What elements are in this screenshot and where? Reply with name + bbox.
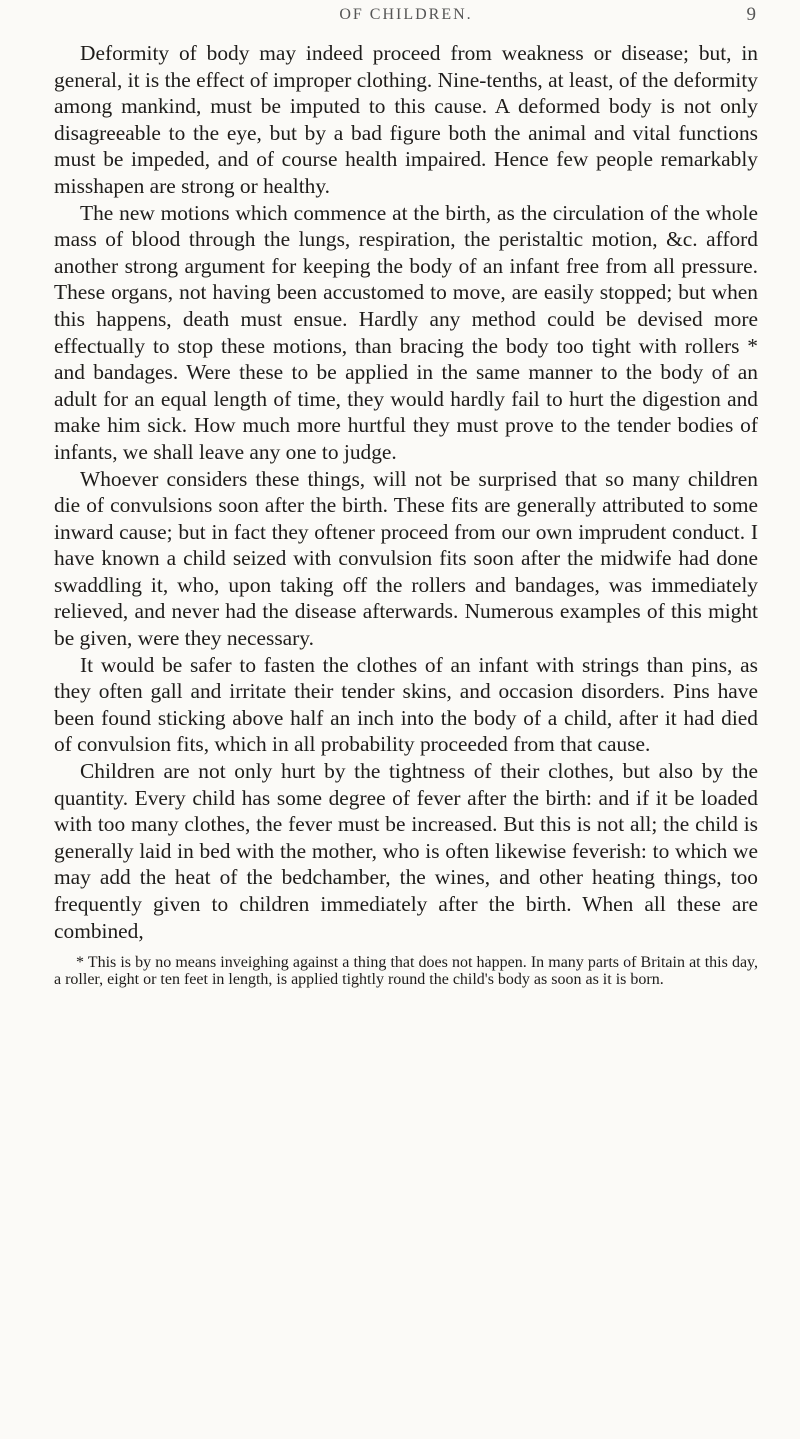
paragraph-new-motions: The new motions which commence at the birth, as the circulation of the whole mass of blood through the lungs, respiration, the peristaltic motion, &c. afford another strong argument for keeping the body of an infant free from all pressure. These organs, not having been accustomed to move, are easily stopped; but when this happens, death must ensue. Hardly any method could be devised more effectually to stop these motions, than bracing the body too tight with rollers * and bandages. Were these to be applied in the same manner to the body of an adult for an equal length of time, they would hardly fail to hurt the digestion and make him sick. How much more hurtful they must prove to the tender bodies of infants, we shall leave any one to judge.	[54, 200, 758, 464]
running-head	[54, 0, 758, 40]
footnote: * This is by no means inveighing against a thing that does not happen. In many parts of Britain at this day, a roller, eight or ten feet in length, is applied tightly round the child's body as soon as it is born.	[54, 954, 758, 989]
page-number: 9	[746, 4, 756, 25]
paragraph-deformity: Deformity of body may indeed proceed from weakness or disease; but, in general, it is the effect of improper clothing. Nine-tenths, at least, of the deformity among mankind, must be imputed to this cause. A deformed body is not only disagreeable to the eye, but by a bad figure both the animal and vital functions must be impeded, and of course health impaired. Hence few people remarkably misshapen are strong or healthy.	[54, 41, 758, 198]
paragraph-convulsions: Whoever considers these things, will not be surprised that so many children die of convulsions soon after the birth. These fits are generally attributed to some inward cause; but in fact they oftener proceed from our own imprudent conduct. I have known a child seized with convulsion fits soon after the midwife had done swaddling it, who, upon taking off the rollers and bandages, was immediately relieved, and never had the disease afterwards. Numerous examples of this might be given, were they necessary.	[54, 466, 758, 651]
paragraph-strings-pins: It would be safer to fasten the clothes of an infant with strings than pins, as they often gall and irritate their tender skins, and occasion disorders. Pins have been found sticking above half an inch into the body of a child, after it had died of convulsion fits, which in all probability proceeded from that cause.	[54, 652, 758, 757]
running-title: OF CHILDREN.	[339, 6, 473, 23]
body-text	[54, 40, 758, 944]
paragraph-quantity-clothes: Children are not only hurt by the tightness of their clothes, but also by the quantity. Every child has some degree of fever after the birth: and if it be loaded with too many clothes, the fever must be increased. But this is not all; the child is generally laid in bed with the mother, who is often likewise feverish: to which we may add the heat of the bedchamber, the wines, and other heating things, too frequently given to children immediately after the birth. When all these are combined,	[54, 759, 758, 943]
